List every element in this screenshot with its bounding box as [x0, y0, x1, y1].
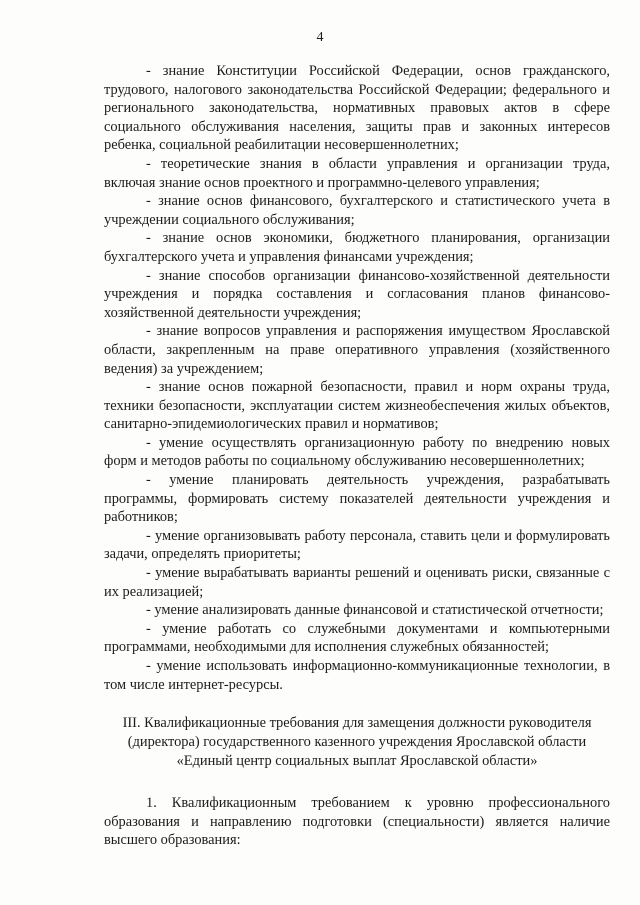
list-item: - теоретические знания в области управления и организации труда, включая знание основ проектного и программно-целевого управления; [104, 155, 610, 191]
page-number: 4 [316, 30, 324, 45]
list-item: - знание основ пожарной безопасности, правил и норм охраны труда, техники безопасности, эксплуатации систем жизнеобеспечения жилых объектов, санитарно-эпидемиологических правил и нормативов; [104, 379, 610, 433]
requirement-paragraph: 1. Квалификационным требованием к уровню профессионального образования и направлению подготовки (специальности) является наличие высшего образования: [104, 795, 610, 849]
requirements-list [104, 62, 610, 694]
list-item: - умение осуществлять организационную работу по внедрению новых форм и методов работы по социальному обслуживанию несовершеннолетних; [104, 434, 610, 470]
list-item: - знание основ финансового, бухгалтерского и статистического учета в учреждении социального обслуживания; [104, 193, 610, 228]
list-item: - знание вопросов управления и распоряжения имуществом Ярославской области, закрепленным на праве оперативного управления (хозяйственного ведения) за учреждением; [104, 323, 610, 377]
section-heading-line: III. Квалификационные требования для замещения должности руководителя [122, 715, 592, 732]
section-heading [104, 714, 610, 771]
list-item: - умение вырабатывать варианты решений и оценивать риски, связанные с их реализацией; [104, 565, 610, 600]
list-item: - умение работать со служебными документами и компьютерными программами, необходимыми для исполнения служебных обязанностей; [104, 620, 610, 656]
list-item: - умение анализировать данные финансовой и статистической отчетности; [146, 602, 604, 619]
list-item: - умение использовать информационно-коммуникационные технологии, в том числе интернет-ресурсы. [104, 658, 610, 693]
list-item: - умение организовывать работу персонала, ставить цели и формулировать задачи, определять приоритеты; [104, 527, 610, 563]
list-item: - знание Конституции Российской Федерации, основ гражданского, трудового, налогового законодательства Российской Федерации; федерального и регионального законодательства, нормативных правовых актов в сфере социального обслуживания населения, защиты прав и законных интересов ребенка, социальной реабилитации несовершеннолетних; [104, 63, 610, 154]
list-item: - умение планировать деятельность учреждения, разрабатывать программы, формировать систему показателей деятельности учреждения и работников; [104, 472, 610, 526]
page-body [104, 62, 610, 850]
list-item: - знание основ экономики, бюджетного планирования, организации бухгалтерского учета и управления финансами учреждения; [104, 230, 610, 265]
section-heading-line: (директора) государственного казенного учреждения Ярославской области [127, 734, 587, 751]
list-item: - знание способов организации финансово-хозяйственной деятельности учреждения и порядка составления и согласования планов финансово-хозяйственной деятельности учреждения; [104, 267, 610, 321]
section-heading-line: «Единый центр социальных выплат Ярославской области» [176, 753, 538, 770]
